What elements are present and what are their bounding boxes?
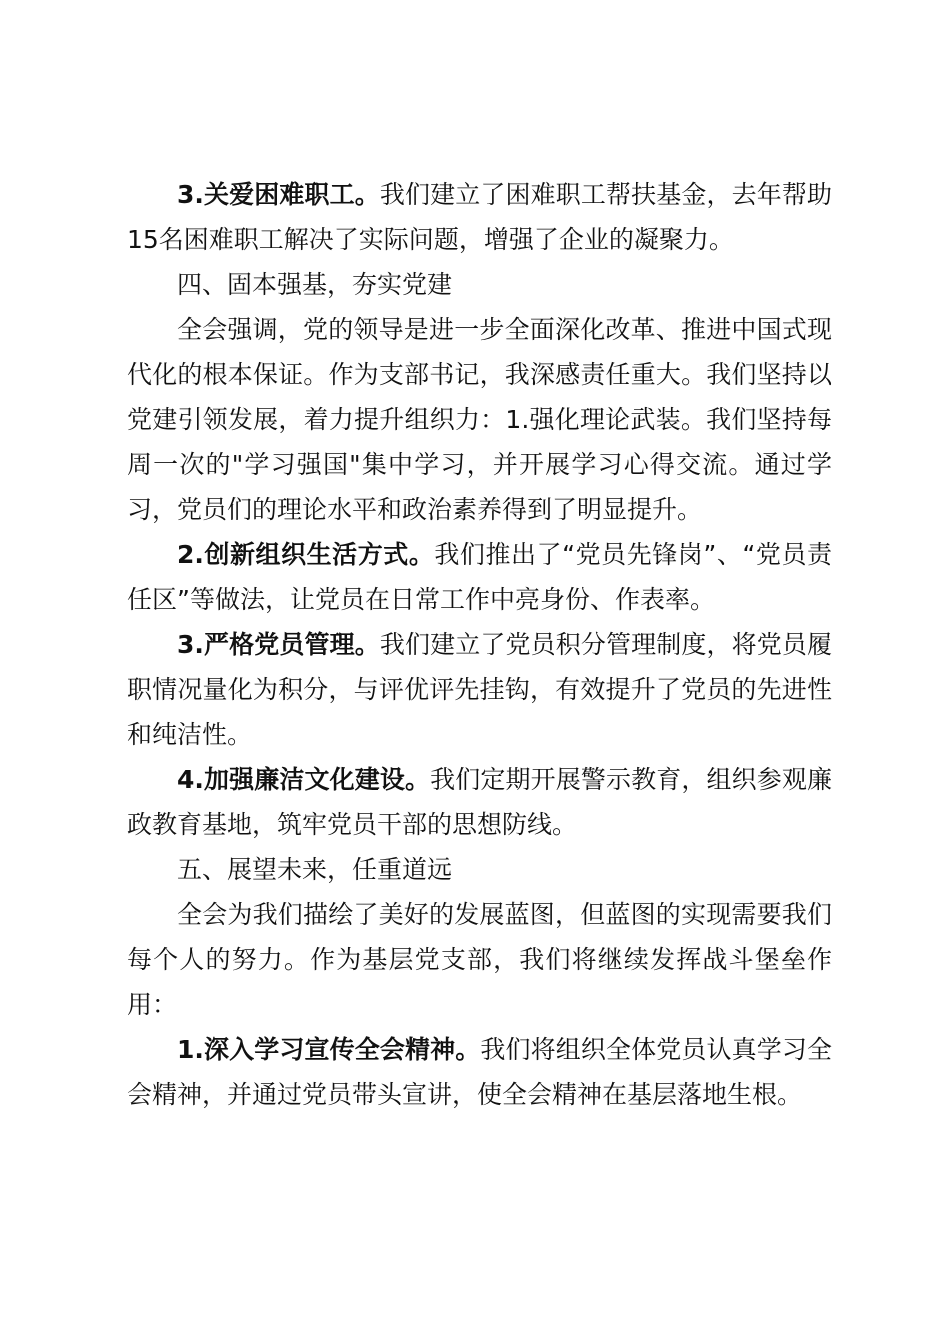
paragraph-integrity-culture bbox=[127, 757, 832, 847]
document-body bbox=[127, 172, 832, 1117]
paragraph-heading: 4.加强廉洁文化建设。 bbox=[177, 765, 431, 794]
paragraph-text: 全会为我们描绘了美好的发展蓝图，但蓝图的实现需要我们每个人的努力。作为基层党支部，我们将继续发挥战斗堡垒作用： bbox=[127, 900, 832, 1019]
section-heading-4 bbox=[127, 262, 832, 307]
paragraph-text: 我们将组织全体党员认真学习全会精神，并通过党员带头宣讲，使全会精神在基层落地生根。 bbox=[127, 1035, 832, 1109]
paragraph-text: 我们建立了困难职工帮扶基金，去年帮助15名困难职工解决了实际问题，增强了企业的凝聚力。 bbox=[127, 180, 832, 254]
section-heading-text: 五、展望未来，任重道远 bbox=[177, 855, 453, 884]
paragraph-member-management bbox=[127, 622, 832, 757]
paragraph-party-leadership bbox=[127, 307, 832, 532]
paragraph-text: 全会强调，党的领导是进一步全面深化改革、推进中国式现代化的根本保证。作为支部书记，我深感责任重大。我们坚持以党建引领发展，着力提升组织力：1.强化理论武装。我们坚持每周一次的"学习强国"集中学习，并开展学习心得交流。通过学习，党员们的理论水平和政治素养得到了明显提升。 bbox=[127, 315, 832, 524]
section-heading-5 bbox=[127, 847, 832, 892]
section-heading-text: 四、固本强基，夯实党建 bbox=[177, 270, 453, 299]
paragraph-organization-life bbox=[127, 532, 832, 622]
paragraph-text: 我们建立了党员积分管理制度，将党员履职情况量化为积分，与评优评先挂钩，有效提升了党员的先进性和纯洁性。 bbox=[127, 630, 832, 749]
paragraph-heading: 2.创新组织生活方式。 bbox=[177, 540, 435, 569]
paragraph-care-workers bbox=[127, 172, 832, 262]
paragraph-heading: 3.严格党员管理。 bbox=[177, 630, 380, 659]
paragraph-future-outlook bbox=[127, 892, 832, 1027]
paragraph-heading: 3.关爱困难职工。 bbox=[177, 180, 380, 209]
paragraph-text: 我们推出了“党员先锋岗”、“党员责任区”等做法，让党员在日常工作中亮身份、作表率。 bbox=[127, 540, 832, 614]
paragraph-heading: 1.深入学习宣传全会精神。 bbox=[177, 1035, 481, 1064]
paragraph-text: 我们定期开展警示教育，组织参观廉政教育基地，筑牢党员干部的思想防线。 bbox=[127, 765, 832, 839]
paragraph-study-spirit bbox=[127, 1027, 832, 1117]
